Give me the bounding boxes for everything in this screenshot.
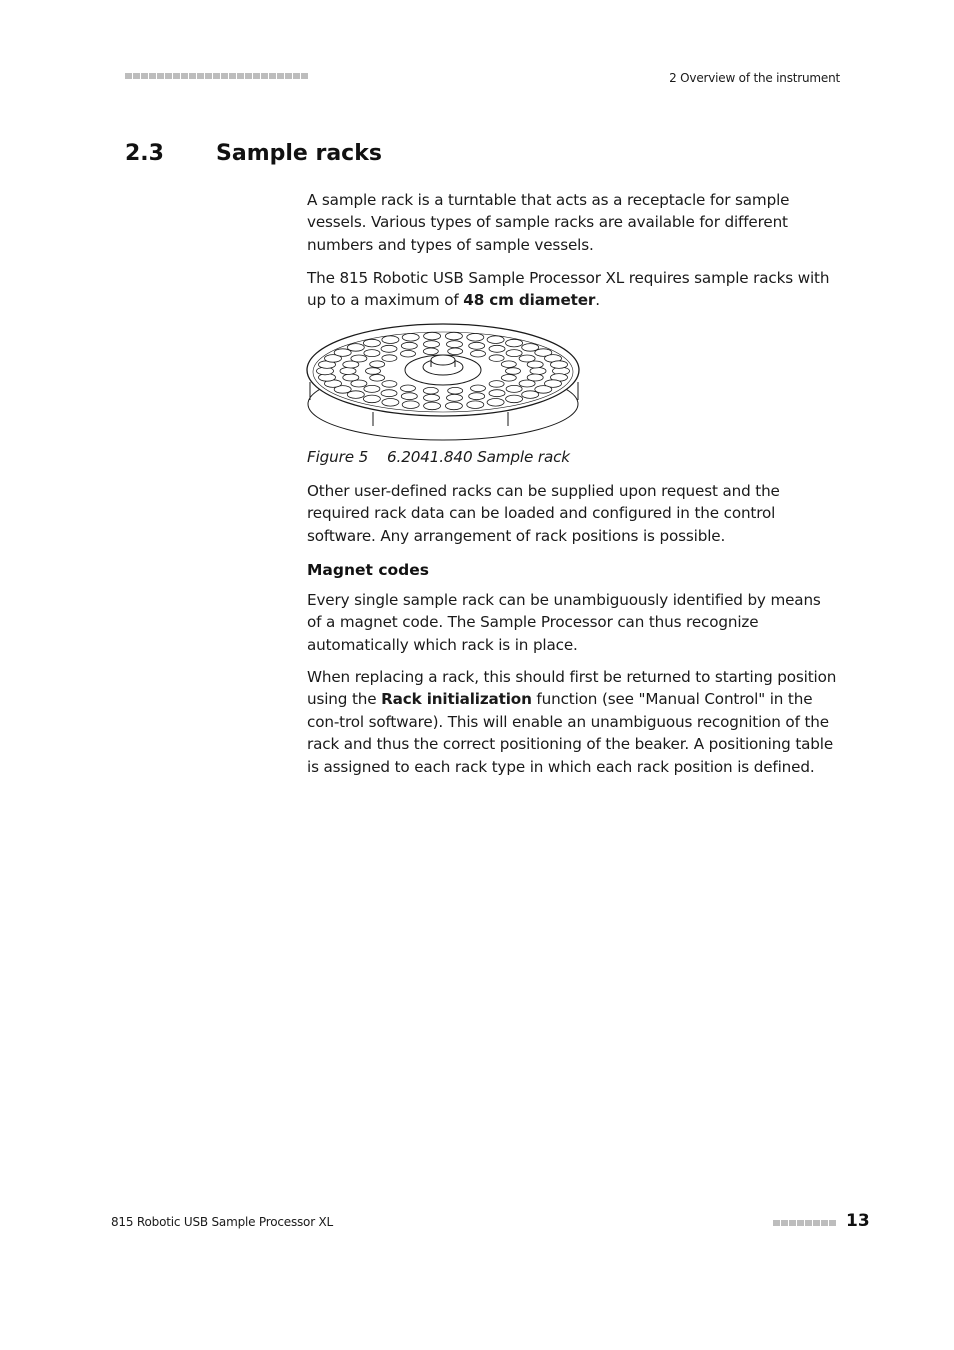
rack-hole bbox=[402, 401, 419, 409]
rack-hole bbox=[551, 361, 568, 369]
rack-hole bbox=[467, 401, 484, 409]
rack-hole bbox=[519, 380, 535, 387]
rack-hole bbox=[382, 355, 397, 362]
footer-decoration bbox=[773, 1220, 836, 1226]
figure-caption bbox=[307, 448, 570, 466]
page-number: 13 bbox=[846, 1211, 870, 1231]
rack-hole bbox=[471, 385, 486, 392]
rack-hole bbox=[364, 350, 380, 357]
rack-hole bbox=[445, 332, 462, 340]
emphasis-diameter: 48 cm diameter bbox=[463, 291, 596, 310]
rack-hole bbox=[370, 375, 385, 382]
rack-hole bbox=[522, 391, 539, 399]
rack-hole bbox=[501, 361, 516, 368]
rack-hole bbox=[487, 336, 504, 344]
paragraph-text: A sample rack is a turntable that acts as a receptacle for sample vessels. Various types of sample racks are available for different numbers and types of sample vessels. bbox=[307, 191, 790, 254]
decoration-square bbox=[133, 73, 140, 79]
emphasis-rack-init: Rack initialization bbox=[381, 690, 532, 709]
decoration-square bbox=[301, 73, 308, 79]
rack-hole bbox=[448, 387, 463, 394]
paragraph-text: The 815 Robotic USB Sample Processor XL requires sample racks with up to a maximum of bbox=[307, 269, 830, 310]
rack-hole bbox=[381, 345, 397, 352]
rack-hole bbox=[364, 385, 380, 392]
decoration-square bbox=[205, 73, 212, 79]
decoration-square bbox=[245, 73, 252, 79]
decoration-square bbox=[229, 73, 236, 79]
decoration-square bbox=[789, 1220, 796, 1226]
rack-hole bbox=[469, 393, 485, 400]
paragraph-intro bbox=[307, 189, 837, 256]
rack-hole bbox=[343, 374, 359, 381]
rack-hole bbox=[506, 368, 521, 375]
rack-hole bbox=[506, 385, 522, 392]
rack-hole bbox=[424, 402, 441, 410]
rack-hole bbox=[351, 355, 367, 362]
rack-hole bbox=[501, 375, 516, 382]
decoration-square bbox=[149, 73, 156, 79]
rack-hole bbox=[381, 390, 397, 397]
rack-hole bbox=[423, 348, 438, 355]
rack-hole bbox=[401, 350, 416, 357]
paragraph-text: When replacing a rack, this should first be returned to starting position using the bbox=[307, 668, 837, 709]
paragraph-replacing bbox=[307, 666, 837, 778]
decoration-square bbox=[781, 1220, 788, 1226]
decoration-square bbox=[173, 73, 180, 79]
rack-hole bbox=[471, 350, 486, 357]
rack-hole bbox=[402, 334, 419, 342]
decoration-square bbox=[165, 73, 172, 79]
rack-hole bbox=[363, 339, 380, 347]
rack-hole bbox=[340, 368, 356, 375]
paragraph-magnet-code bbox=[307, 589, 837, 656]
paragraph-text: . bbox=[595, 291, 600, 310]
paragraph-diameter bbox=[307, 267, 837, 312]
rack-hole bbox=[530, 368, 546, 375]
rack-hole bbox=[506, 395, 523, 403]
figure-caption-text: 6.2041.840 Sample rack bbox=[387, 448, 570, 466]
decoration-square bbox=[813, 1220, 820, 1226]
rack-hole bbox=[370, 361, 385, 368]
rack-hole bbox=[469, 342, 485, 349]
sample-rack-figure bbox=[305, 320, 585, 445]
rack-hole bbox=[347, 344, 364, 352]
decoration-square bbox=[293, 73, 300, 79]
decoration-square bbox=[829, 1220, 836, 1226]
paragraph-text: Other user-defined racks can be supplied upon request and the required rack data can be loaded and configured in the control software. Any arrangement of rack positions is possible. bbox=[307, 482, 780, 545]
rack-hole bbox=[487, 399, 504, 407]
rack-hole bbox=[467, 334, 484, 342]
rack-hole bbox=[366, 368, 381, 375]
decoration-square bbox=[157, 73, 164, 79]
paragraph-user-defined bbox=[307, 480, 837, 547]
rack-hole bbox=[382, 399, 399, 407]
decoration-square bbox=[797, 1220, 804, 1226]
decoration-square bbox=[261, 73, 268, 79]
rack-hole bbox=[363, 395, 380, 403]
decoration-square bbox=[253, 73, 260, 79]
rack-hole bbox=[447, 341, 463, 348]
rack-hole bbox=[489, 345, 505, 352]
rack-hole bbox=[489, 390, 505, 397]
rack-hole bbox=[489, 355, 504, 362]
decoration-square bbox=[197, 73, 204, 79]
decoration-square bbox=[805, 1220, 812, 1226]
rack-hole bbox=[448, 348, 463, 355]
decoration-square bbox=[213, 73, 220, 79]
subheading-magnet-codes: Magnet codes bbox=[307, 561, 430, 579]
section-number: 2.3 bbox=[125, 141, 164, 166]
decoration-square bbox=[773, 1220, 780, 1226]
decoration-square bbox=[181, 73, 188, 79]
rack-hole bbox=[423, 387, 438, 394]
rack-hole bbox=[401, 385, 416, 392]
header-decoration bbox=[125, 73, 308, 79]
rack-hole bbox=[489, 381, 504, 388]
rack-hole bbox=[527, 361, 543, 368]
rack-hole bbox=[445, 402, 462, 410]
rack-hole bbox=[401, 342, 417, 349]
decoration-square bbox=[277, 73, 284, 79]
rack-hole bbox=[506, 339, 523, 347]
rack-hole bbox=[424, 332, 441, 340]
rack-hole bbox=[424, 341, 440, 348]
decoration-square bbox=[221, 73, 228, 79]
section-title: Sample racks bbox=[216, 141, 382, 166]
decoration-square bbox=[125, 73, 132, 79]
decoration-square bbox=[189, 73, 196, 79]
figure-label: Figure 5 bbox=[307, 448, 369, 466]
rack-hole bbox=[401, 393, 417, 400]
decoration-square bbox=[141, 73, 148, 79]
decoration-square bbox=[237, 73, 244, 79]
rack-hole bbox=[424, 394, 440, 401]
rack-hole bbox=[447, 394, 463, 401]
rack-hole bbox=[382, 336, 399, 344]
footer-title: 815 Robotic USB Sample Processor XL bbox=[111, 1215, 334, 1229]
decoration-square bbox=[269, 73, 276, 79]
paragraph-text: Every single sample rack can be unambiguously identified by means of a magnet code. The Sample Processor can thus recognize automatically which rack is in place. bbox=[307, 591, 821, 654]
decoration-square bbox=[821, 1220, 828, 1226]
paragraph-text: function (see "Manual Control" in the con-trol software). This will enable an unambiguous recognition of the rack and thus the correct positioning of the beaker. A positioning table is assigned to each rack type in which each rack position is defined. bbox=[307, 690, 834, 776]
rack-hole bbox=[506, 350, 522, 357]
rack-hole bbox=[382, 381, 397, 388]
decoration-square bbox=[285, 73, 292, 79]
running-header: 2 Overview of the instrument bbox=[669, 71, 840, 85]
